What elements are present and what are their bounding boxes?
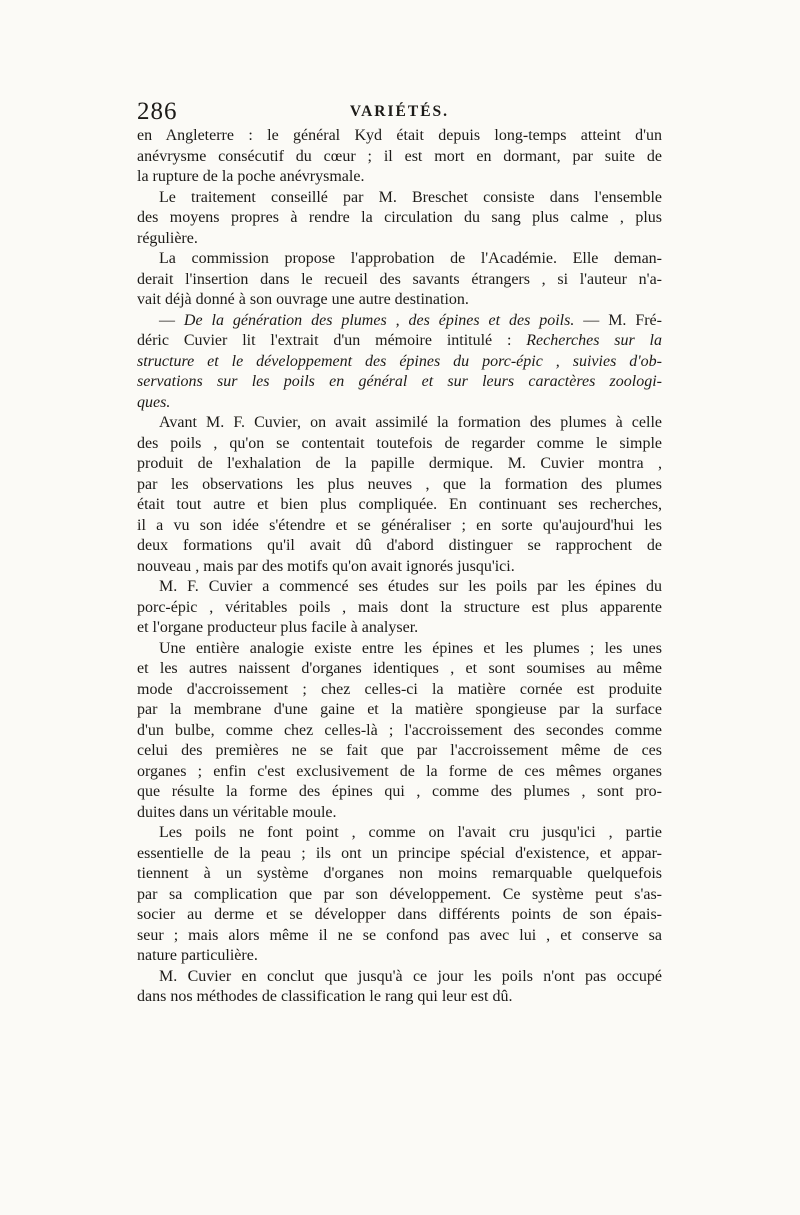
text-line: et les autres naissent d'organes identiques , et sont soumises au même xyxy=(137,660,662,677)
text-line: essentielle de la peau ; ils ont un principe spécial d'existence, et appar- xyxy=(137,844,662,862)
text-line: nature particulière. xyxy=(137,947,258,964)
text-line: produit de l'exhalation de la papille dermique. M. Cuvier montra , xyxy=(137,455,662,472)
paragraph xyxy=(137,823,662,967)
text-line: la rupture de la poche anévrysmale. xyxy=(137,168,365,185)
text-line: mode d'accroissement ; chez celles-ci la matière cornée est produite xyxy=(137,680,662,698)
text-line: nouveau , mais par des motifs qu'on avait ignorés jusqu'ici. xyxy=(137,557,515,575)
text-line: d'un bulbe, comme chez celles-là ; l'accroissement des secondes comme xyxy=(137,721,662,739)
paragraph xyxy=(137,577,662,639)
paragraph xyxy=(137,188,662,250)
text-line: par sa complication que par son développement. Ce système peut s'as- xyxy=(137,885,662,903)
text-line: était tout autre et bien plus compliquée. En continuant ses recherches, xyxy=(137,496,662,513)
running-title: VARIÉTÉS. xyxy=(349,103,450,120)
page-number: 286 xyxy=(137,98,178,125)
text-line: porc-épic , véritables poils , mais dont la structure est plus apparente xyxy=(137,598,662,616)
text-line: organes ; enfin c'est exclusivement de la forme de ces mêmes organes xyxy=(137,762,662,780)
text-line: ques. xyxy=(137,393,171,411)
text-line: par les observations les plus neuves , que la formation des plumes xyxy=(137,475,662,493)
text-line: servations sur les poils en général et sur leurs caractères zoologi- xyxy=(137,373,662,390)
body-text xyxy=(137,126,662,1008)
text-line: régulière. xyxy=(137,229,198,247)
text-line: duites dans un véritable moule. xyxy=(137,803,337,821)
paragraph xyxy=(137,413,662,577)
paragraph xyxy=(137,967,662,1008)
text-line: M. F. Cuvier a commencé ses études sur les poils par les épines du xyxy=(159,578,662,595)
text-line: M. Cuvier en conclut que jusqu'à ce jour les poils n'ont pas occupé xyxy=(159,967,662,985)
text-line: socier au derme et se développer dans différents points de son épais- xyxy=(137,906,662,923)
paragraph xyxy=(137,311,662,414)
text-line: Avant M. F. Cuvier, on avait assimilé la formation des plumes à celle xyxy=(159,414,662,431)
text-line: Les poils ne font point , comme on l'avait cru jusqu'ici , partie xyxy=(159,824,662,841)
text-line: vait déjà donné à son ouvrage une autre destination. xyxy=(137,291,469,308)
text-line: et l'organe producteur plus facile à analyser. xyxy=(137,619,419,636)
text-line: que résulte la forme des épines qui , comme des plumes , sont pro- xyxy=(137,783,662,800)
text-line: dans nos méthodes de classification le rang qui leur est dû. xyxy=(137,988,513,1005)
paragraph xyxy=(137,639,662,824)
text-line: des moyens propres à rendre la circulation du sang plus calme , plus xyxy=(137,209,662,226)
text-line: anévrysme consécutif du cœur ; il est mort en dormant, par suite de xyxy=(137,147,662,165)
text-line: Une entière analogie existe entre les épines et les plumes ; les unes xyxy=(159,639,662,657)
text-line: seur ; mais alors même il ne se confond pas avec lui , et conserve sa xyxy=(137,926,662,944)
text-line: en Angleterre : le général Kyd était depuis long-temps atteint d'un xyxy=(137,127,662,144)
text-line: tiennent à un système d'organes non moins remarquable quelquefois xyxy=(137,865,662,882)
text-line: La commission propose l'approbation de l'Académie. Elle deman- xyxy=(159,250,662,267)
text-line: déric Cuvier lit l'extrait d'un mémoire intitulé : Recherches sur la xyxy=(137,332,662,349)
text-line: structure et le développement des épines du porc-épic , suivies d'ob- xyxy=(137,352,662,370)
text-line: derait l'insertion dans le recueil des savants étrangers , si l'auteur n'a- xyxy=(137,270,662,288)
text-line: il a vu son idée s'étendre et se généraliser ; en sorte qu'aujourd'hui les xyxy=(137,516,662,534)
text-line: celui des premières ne se fait que par l'accroissement même de ces xyxy=(137,742,662,759)
paragraph xyxy=(137,249,662,311)
text-line: Le traitement conseillé par M. Breschet consiste dans l'ensemble xyxy=(159,188,662,206)
text-line: des poils , qu'on se contentait toutefois de regarder comme le simple xyxy=(137,434,662,452)
text-line: — De la génération des plumes , des épines et des poils. — M. Fré- xyxy=(159,311,662,329)
text-line: deux formations qu'il avait dû d'abord distinguer se rapprochent de xyxy=(137,537,662,554)
text-line: par la membrane d'une gaine et la matière spongieuse par la surface xyxy=(137,701,662,718)
paragraph xyxy=(137,126,662,188)
